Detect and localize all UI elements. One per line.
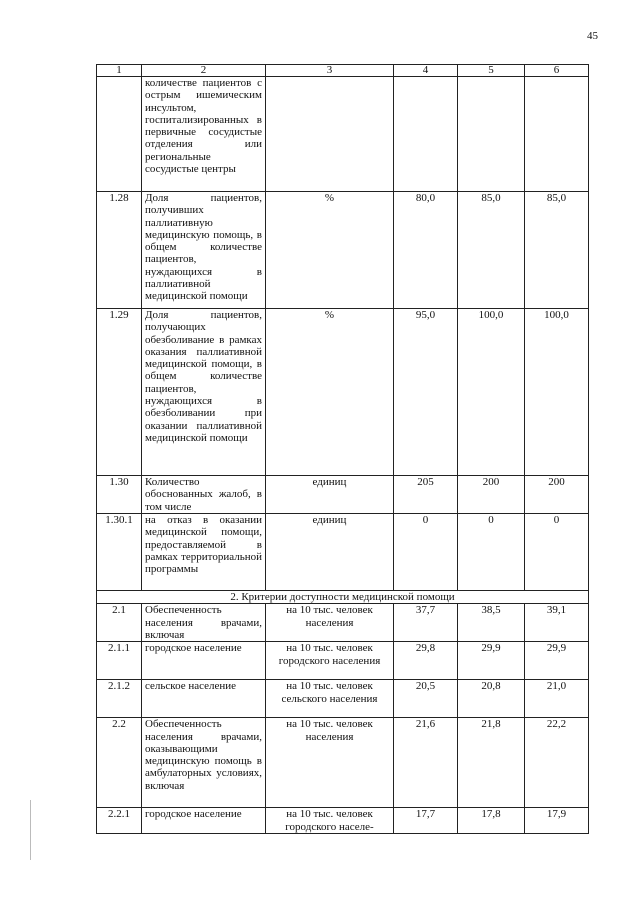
value-cell: 100,0: [525, 309, 589, 476]
unit-cell: на 10 тыс. человек сельского населения: [266, 680, 394, 718]
header-cell: 3: [266, 65, 394, 77]
unit-cell: единиц: [266, 514, 394, 591]
value-cell: 205: [394, 476, 458, 514]
indicator-name: Доля пациентов, получивших паллиативную медицинскую помощь, в общем количестве пациентов, нуждающихся в паллиативной медицинской помощи: [142, 192, 266, 309]
table-row: [97, 476, 589, 514]
value-cell: 37,7: [394, 604, 458, 642]
indicator-name: количестве пациентов с острым ишемическим инсультом, госпитализированных в первичные сосудистые отделения или региональные сосудистые центры: [142, 77, 266, 192]
value-cell: 38,5: [458, 604, 525, 642]
value-cell: 22,2: [525, 718, 589, 808]
table-row: [97, 514, 589, 591]
unit-cell: на 10 тыс. человек населения: [266, 718, 394, 808]
header-row: [97, 65, 589, 77]
header-cell: 1: [97, 65, 142, 77]
section-heading: 2. Критерии доступности медицинской помощи: [97, 591, 589, 604]
row-number: [97, 77, 142, 192]
unit-cell: на 10 тыс. человек населения: [266, 604, 394, 642]
row-number: 2.1.2: [97, 680, 142, 718]
value-cell: 17,9: [525, 808, 589, 834]
row-number: 1.29: [97, 309, 142, 476]
table-row: [97, 77, 589, 192]
value-cell: [458, 77, 525, 192]
table-row: [97, 309, 589, 476]
value-cell: 100,0: [458, 309, 525, 476]
value-cell: 21,0: [525, 680, 589, 718]
value-cell: 29,9: [458, 642, 525, 680]
table-row: [97, 642, 589, 680]
table-row: [97, 192, 589, 309]
indicator-name: сельское население: [142, 680, 266, 718]
value-cell: 200: [525, 476, 589, 514]
indicator-name: городское население: [142, 642, 266, 680]
table-row: [97, 604, 589, 642]
value-cell: 29,8: [394, 642, 458, 680]
value-cell: 20,5: [394, 680, 458, 718]
page-number: 45: [587, 30, 598, 42]
value-cell: 0: [394, 514, 458, 591]
value-cell: 17,7: [394, 808, 458, 834]
value-cell: 80,0: [394, 192, 458, 309]
scan-mark: [30, 800, 31, 860]
unit-cell: единиц: [266, 476, 394, 514]
row-number: 1.30: [97, 476, 142, 514]
indicator-table: [96, 64, 589, 834]
indicator-name: Обеспеченность населения врачами, оказывающими медицинскую помощь в амбулаторных условиях, включая: [142, 718, 266, 808]
indicator-name: Доля пациентов, получающих обезболивание в рамках оказания паллиативной медицинской помощи, в общем количестве пациентов, нуждающихся в обезболивании при оказании паллиативной медицинской помощи: [142, 309, 266, 476]
value-cell: 95,0: [394, 309, 458, 476]
table-row: [97, 808, 589, 834]
value-cell: 85,0: [525, 192, 589, 309]
row-number: 2.1.1: [97, 642, 142, 680]
row-number: 1.28: [97, 192, 142, 309]
indicator-name: городское население: [142, 808, 266, 834]
unit-cell: [266, 77, 394, 192]
indicator-name: на отказ в оказании медицинской помощи, предоставляемой в рамках территориальной программы: [142, 514, 266, 591]
row-number: 2.1: [97, 604, 142, 642]
value-cell: 21,6: [394, 718, 458, 808]
header-cell: 5: [458, 65, 525, 77]
indicator-name: Обеспеченность населения врачами, включая: [142, 604, 266, 642]
value-cell: 0: [458, 514, 525, 591]
table-row: [97, 680, 589, 718]
header-cell: 4: [394, 65, 458, 77]
value-cell: 0: [525, 514, 589, 591]
row-number: 2.2.1: [97, 808, 142, 834]
value-cell: 29,9: [525, 642, 589, 680]
unit-cell: на 10 тыс. человек городского населе-: [266, 808, 394, 834]
value-cell: 20,8: [458, 680, 525, 718]
section-row: [97, 591, 589, 604]
value-cell: 39,1: [525, 604, 589, 642]
value-cell: 85,0: [458, 192, 525, 309]
header-cell: 2: [142, 65, 266, 77]
header-cell: 6: [525, 65, 589, 77]
value-cell: [525, 77, 589, 192]
indicator-name: Количество обоснованных жалоб, в том числе: [142, 476, 266, 514]
row-number: 2.2: [97, 718, 142, 808]
row-number: 1.30.1: [97, 514, 142, 591]
value-cell: 200: [458, 476, 525, 514]
unit-cell: %: [266, 192, 394, 309]
unit-cell: %: [266, 309, 394, 476]
value-cell: 21,8: [458, 718, 525, 808]
table-row: [97, 718, 589, 808]
value-cell: [394, 77, 458, 192]
value-cell: 17,8: [458, 808, 525, 834]
unit-cell: на 10 тыс. человек городского населения: [266, 642, 394, 680]
